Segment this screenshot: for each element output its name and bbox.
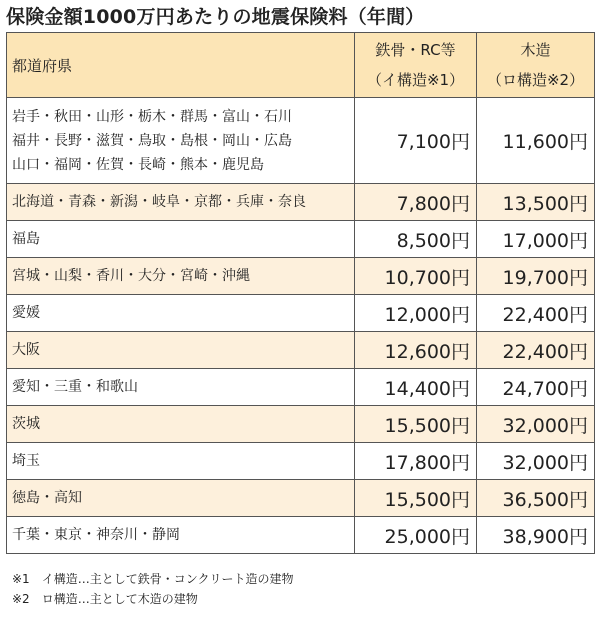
table-header-row [7, 33, 595, 98]
table-row [7, 98, 595, 184]
prefecture-cell [7, 295, 355, 332]
prefecture-cell [7, 221, 355, 258]
header-wood-line2: （ロ構造※2） [486, 71, 585, 89]
table-row [7, 406, 595, 443]
prefecture-cell [7, 517, 355, 554]
steel-premium-cell: 12,000円 [355, 295, 477, 332]
table-row [7, 221, 595, 258]
prefecture-line: 北海道・青森・新潟・岐阜・京都・兵庫・奈良 [12, 194, 306, 210]
steel-premium-cell: 12,600円 [355, 332, 477, 369]
premium-table [6, 32, 595, 554]
table-row [7, 480, 595, 517]
steel-premium-cell: 15,500円 [355, 480, 477, 517]
table-row [7, 295, 595, 332]
prefecture-line: 大阪 [12, 342, 40, 358]
steel-premium-cell: 8,500円 [355, 221, 477, 258]
prefecture-line: 徳島・高知 [12, 490, 82, 506]
prefecture-line: 茨城 [12, 416, 40, 432]
prefecture-cell [7, 480, 355, 517]
prefecture-cell [7, 258, 355, 295]
prefecture-cell [7, 406, 355, 443]
prefecture-line: 福井・長野・滋賀・鳥取・島根・岡山・広島 [12, 132, 292, 149]
wood-premium-cell: 22,400円 [477, 295, 595, 332]
table-row [7, 184, 595, 221]
wood-premium-cell: 38,900円 [477, 517, 595, 554]
table-row [7, 517, 595, 554]
footnote-1: ※1 イ構造…主として鉄骨・コンクリート造の建物 [12, 572, 294, 586]
header-prefecture: 都道府県 [7, 33, 355, 98]
footnotes [12, 569, 293, 609]
wood-premium-cell: 11,600円 [477, 98, 595, 184]
steel-premium-cell: 25,000円 [355, 517, 477, 554]
steel-premium-cell: 7,100円 [355, 98, 477, 184]
wood-premium-cell: 24,700円 [477, 369, 595, 406]
prefecture-line: 福島 [12, 231, 40, 247]
header-steel-line2: （イ構造※1） [366, 71, 465, 89]
prefecture-line: 千葉・東京・神奈川・静岡 [12, 527, 180, 543]
footnote-2: ※2 ロ構造…主として木造の建物 [12, 592, 198, 606]
steel-premium-cell: 10,700円 [355, 258, 477, 295]
prefecture-cell [7, 369, 355, 406]
prefecture-cell [7, 443, 355, 480]
table-row [7, 443, 595, 480]
prefecture-line: 愛知・三重・和歌山 [12, 379, 138, 395]
wood-premium-cell: 32,000円 [477, 406, 595, 443]
wood-premium-cell: 32,000円 [477, 443, 595, 480]
steel-premium-cell: 17,800円 [355, 443, 477, 480]
prefecture-cell [7, 332, 355, 369]
steel-premium-cell: 15,500円 [355, 406, 477, 443]
header-wood-line1: 木造 [520, 41, 551, 59]
table-row [7, 369, 595, 406]
table-row [7, 258, 595, 295]
header-steel-line1: 鉄骨・RC等 [375, 41, 456, 59]
prefecture-line: 埼玉 [12, 453, 40, 469]
prefecture-line: 山口・福岡・佐賀・長崎・熊本・鹿児島 [12, 156, 264, 173]
prefecture-cell [7, 98, 355, 184]
wood-premium-cell: 22,400円 [477, 332, 595, 369]
wood-premium-cell: 17,000円 [477, 221, 595, 258]
wood-premium-cell: 19,700円 [477, 258, 595, 295]
prefecture-cell [7, 184, 355, 221]
steel-premium-cell: 14,400円 [355, 369, 477, 406]
header-steel [355, 33, 477, 98]
table-body [7, 98, 595, 554]
steel-premium-cell: 7,800円 [355, 184, 477, 221]
page-title: 保険金額1000万円あたりの地震保険料（年間） [6, 6, 425, 28]
prefecture-line: 宮城・山梨・香川・大分・宮崎・沖縄 [12, 268, 250, 284]
wood-premium-cell: 36,500円 [477, 480, 595, 517]
table-row [7, 332, 595, 369]
wood-premium-cell: 13,500円 [477, 184, 595, 221]
prefecture-line: 岩手・秋田・山形・栃木・群馬・富山・石川 [12, 108, 292, 125]
header-wood [477, 33, 595, 98]
prefecture-line: 愛媛 [12, 305, 40, 321]
